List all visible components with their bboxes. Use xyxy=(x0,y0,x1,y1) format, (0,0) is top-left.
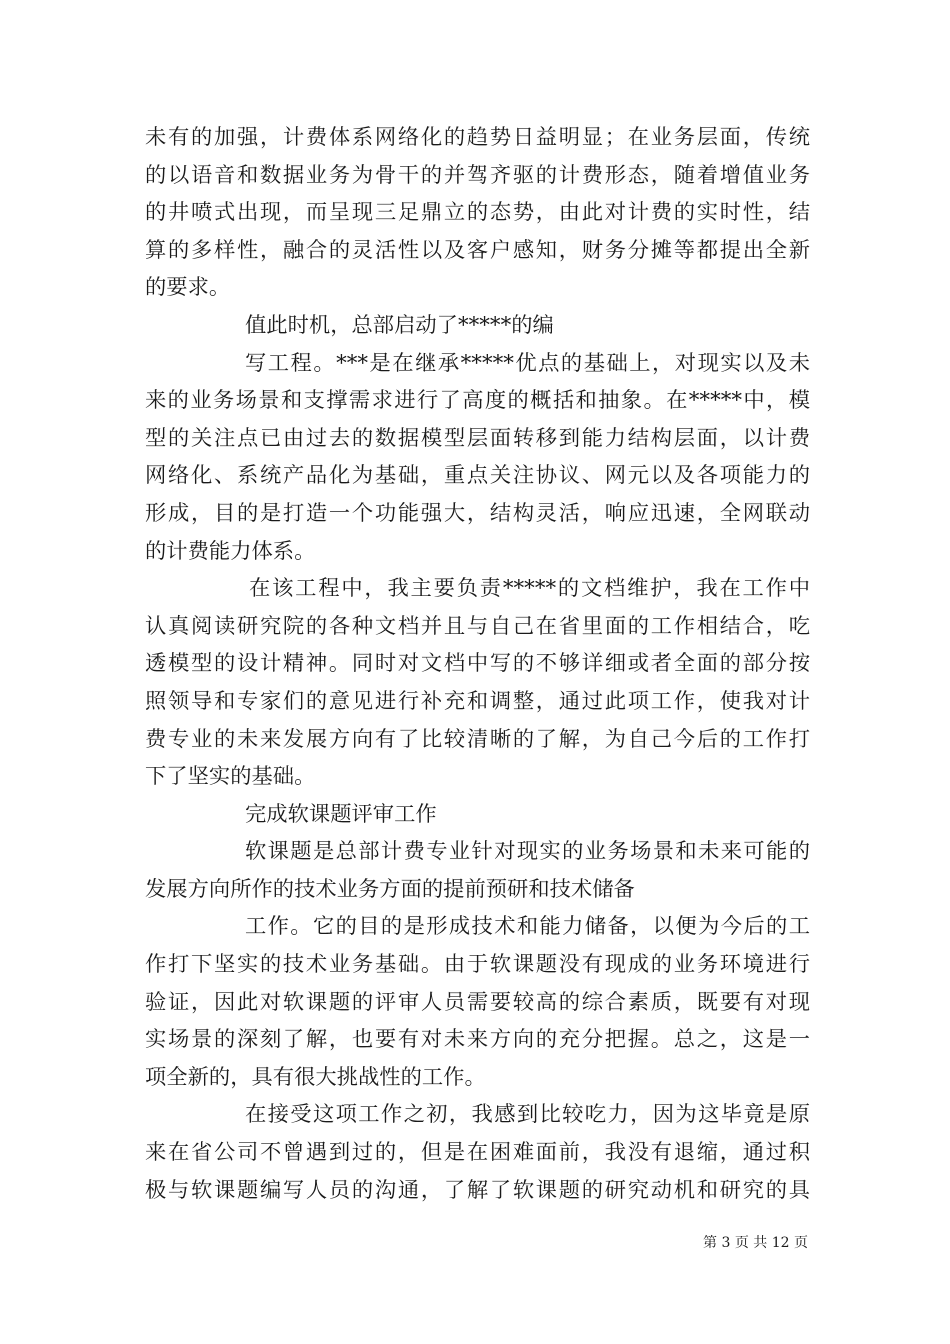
text-line: 完成软课题评审工作 xyxy=(245,801,437,827)
text-line: 写工程。***是在继承*****优点的基础上，对现实以及未 xyxy=(245,350,810,376)
text-line: 实场景的深刻了解，也要有对未来方向的充分把握。总之，这是一 xyxy=(145,1027,810,1053)
text-line: 值此时机，总部启动了*****的编 xyxy=(245,312,554,338)
text-line: 来的业务场景和支撑需求进行了高度的概括和抽象。在*****中，模 xyxy=(145,388,810,414)
text-line: 的要求。 xyxy=(145,275,231,301)
text-line: 工作。它的目的是形成技术和能力储备，以便为今后的工 xyxy=(245,914,810,940)
text-line: 软课题是总部计费专业针对现实的业务场景和未来可能的 xyxy=(245,839,810,865)
text-line: 透模型的设计精神。同时对文档中写的不够详细或者全面的部分按 xyxy=(145,651,810,677)
text-line: 在接受这项工作之初，我感到比较吃力，因为这毕竟是原 xyxy=(245,1102,810,1128)
text-line: 照领导和专家们的意见进行补充和调整，通过此项工作，使我对计 xyxy=(145,688,810,714)
paragraph-2 xyxy=(145,307,810,345)
text-line: 的井喷式出现，而呈现三足鼎立的态势，由此对计费的实时性，结 xyxy=(145,200,810,226)
text-line: 费专业的未来发展方向有了比较清晰的了解，为自己今后的工作打 xyxy=(145,726,810,752)
text-line: 算的多样性，融合的灵活性以及客户感知，财务分摊等都提出全新 xyxy=(145,237,810,263)
paragraph-6 xyxy=(145,833,810,908)
paragraph-1 xyxy=(145,119,810,307)
text-line: 下了坚实的基础。 xyxy=(145,764,316,790)
text-line: 未有的加强，计费体系网络化的趋势日益明显；在业务层面，传统 xyxy=(145,125,810,150)
paragraph-4 xyxy=(145,570,810,796)
text-line: 项全新的，具有很大挑战性的工作。 xyxy=(145,1064,486,1090)
text-line: 作打下坚实的技术业务基础。由于软课题没有现成的业务环境进行 xyxy=(145,952,810,978)
section-heading xyxy=(145,796,810,834)
paragraph-8 xyxy=(145,1096,810,1209)
document-body xyxy=(145,119,810,1209)
text-line: 的以语音和数据业务为骨干的并驾齐驱的计费形态，随着增值业务 xyxy=(145,162,810,188)
text-line: 型的关注点已由过去的数据模型层面转移到能力结构层面，以计费 xyxy=(145,425,810,451)
text-line: 验证，因此对软课题的评审人员需要较高的综合素质，既要有对现 xyxy=(145,989,810,1015)
paragraph-7 xyxy=(145,908,810,1096)
text-line: 的计费能力体系。 xyxy=(145,538,316,564)
text-line: 网络化、系统产品化为基础，重点关注协议、网元以及各项能力的 xyxy=(145,463,810,489)
paragraph-3 xyxy=(145,345,810,571)
text-line: 极与软课题编写人员的沟通，了解了软课题的研究动机和研究的具 xyxy=(145,1177,810,1203)
text-line: 来在省公司不曾遇到过的，但是在困难面前，我没有退缩，通过积 xyxy=(145,1140,810,1166)
text-line: 发展方向所作的技术业务方面的提前预研和技术储备 xyxy=(145,876,635,902)
page-number-footer: 第 3 页 共 12 页 xyxy=(703,1235,808,1251)
text-line: 认真阅读研究院的各种文档并且与自己在省里面的工作相结合，吃 xyxy=(145,613,810,639)
text-line: 在该工程中，我主要负责*****的文档维护，我在工作中 xyxy=(249,576,810,602)
text-line: 形成，目的是打造一个功能强大，结构灵活，响应迅速，全网联动 xyxy=(145,500,810,526)
